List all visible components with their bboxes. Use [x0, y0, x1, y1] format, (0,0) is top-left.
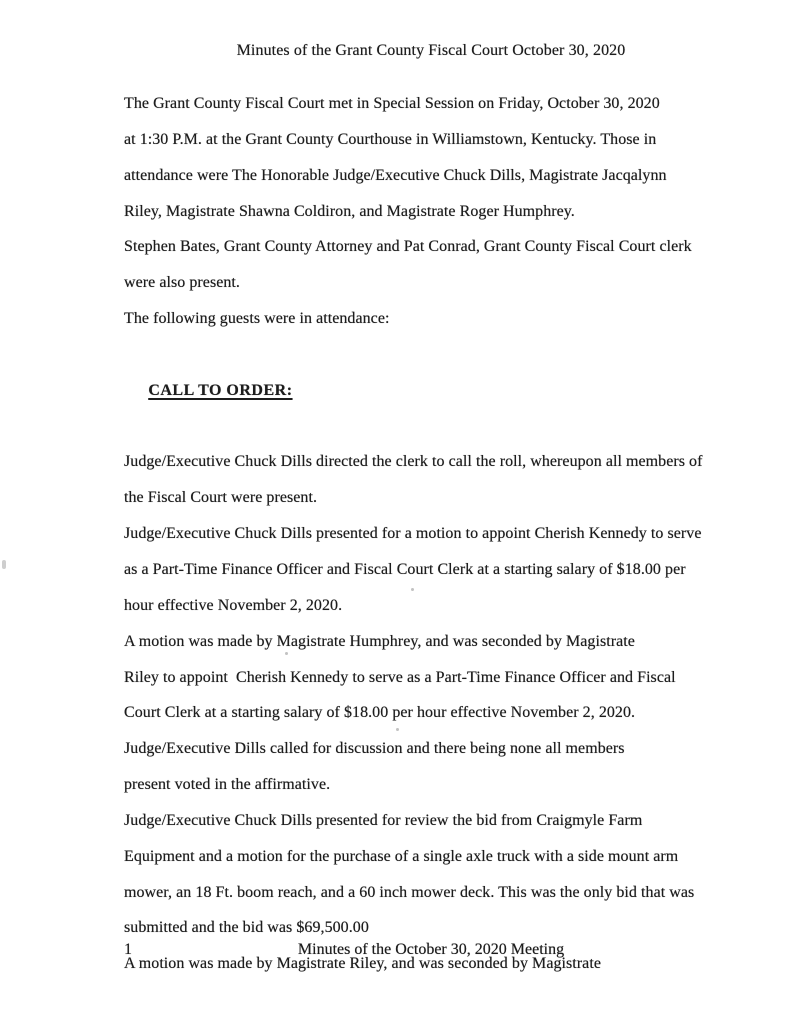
- document-line: Judge/Executive Chuck Dills presented for a motion to appoint Cherish Kennedy to serve: [124, 525, 702, 543]
- document-line: the Fiscal Court were present.: [124, 489, 317, 507]
- scan-edge-artifact: [2, 560, 6, 569]
- document-line: Court Clerk at a starting salary of $18.00 per hour effective November 2, 2020.: [124, 704, 636, 722]
- document-line: Judge/Executive Chuck Dills presented for review the bid from Craigmyle Farm: [124, 811, 643, 829]
- document-line: Judge/Executive Chuck Dills directed the clerk to call the roll, whereupon all members of: [124, 453, 703, 471]
- scan-speck: [411, 588, 414, 591]
- document-line: as a Part-Time Finance Officer and Fiscal Court Clerk at a starting salary of $18.00 per: [124, 560, 686, 578]
- document-line: hour effective November 2, 2020.: [124, 596, 343, 614]
- section-heading-text: CALL TO ORDER:: [148, 381, 293, 399]
- document-line: Stephen Bates, Grant County Attorney and Pat Conrad, Grant County Fiscal Court clerk: [124, 238, 692, 256]
- document-line: attendance were The Honorable Judge/Executive Chuck Dills, Magistrate Jacqalynn: [124, 166, 667, 184]
- document-body: [124, 86, 772, 982]
- document-line: A motion was made by Magistrate Humphrey, and was seconded by Magistrate: [124, 632, 635, 650]
- document-line: at 1:30 P.M. at the Grant County Courthouse in Williamstown, Kentucky. Those in: [124, 130, 657, 148]
- document-line: A motion was made by Magistrate Riley, and was seconded by Magistrate: [124, 955, 601, 973]
- scan-speck: [285, 652, 288, 655]
- document-line: The following guests were in attendance:: [124, 310, 390, 328]
- document-line: submitted and the bid was $69,500.00: [124, 919, 369, 937]
- document-line: The Grant County Fiscal Court met in Special Session on Friday, October 30, 2020: [124, 95, 660, 112]
- document-line: present voted in the affirmative.: [124, 776, 331, 794]
- section-heading-call-to-order: [124, 337, 772, 445]
- document-line: mower, an 18 Ft. boom reach, and a 60 inch mower deck. This was the only bid that was: [124, 883, 695, 901]
- document-line: were also present.: [124, 274, 240, 292]
- document-line: Judge/Executive Dills called for discussion and there being none all members: [124, 740, 625, 758]
- document-line: Riley, Magistrate Shawna Coldiron, and Magistrate Roger Humphrey.: [124, 202, 575, 220]
- page-title: Minutes of the Grant County Fiscal Court October 30, 2020: [236, 42, 626, 59]
- scan-speck: [396, 728, 399, 731]
- page-number: 1: [124, 941, 132, 958]
- document-line: Equipment and a motion for the purchase of a single axle truck with a side mount arm: [124, 847, 679, 865]
- document-line: Riley to appoint Cherish Kennedy to serve as a Part-Time Finance Officer and Fiscal: [124, 668, 676, 686]
- footer-title: Minutes of the October 30, 2020 Meeting: [297, 941, 565, 958]
